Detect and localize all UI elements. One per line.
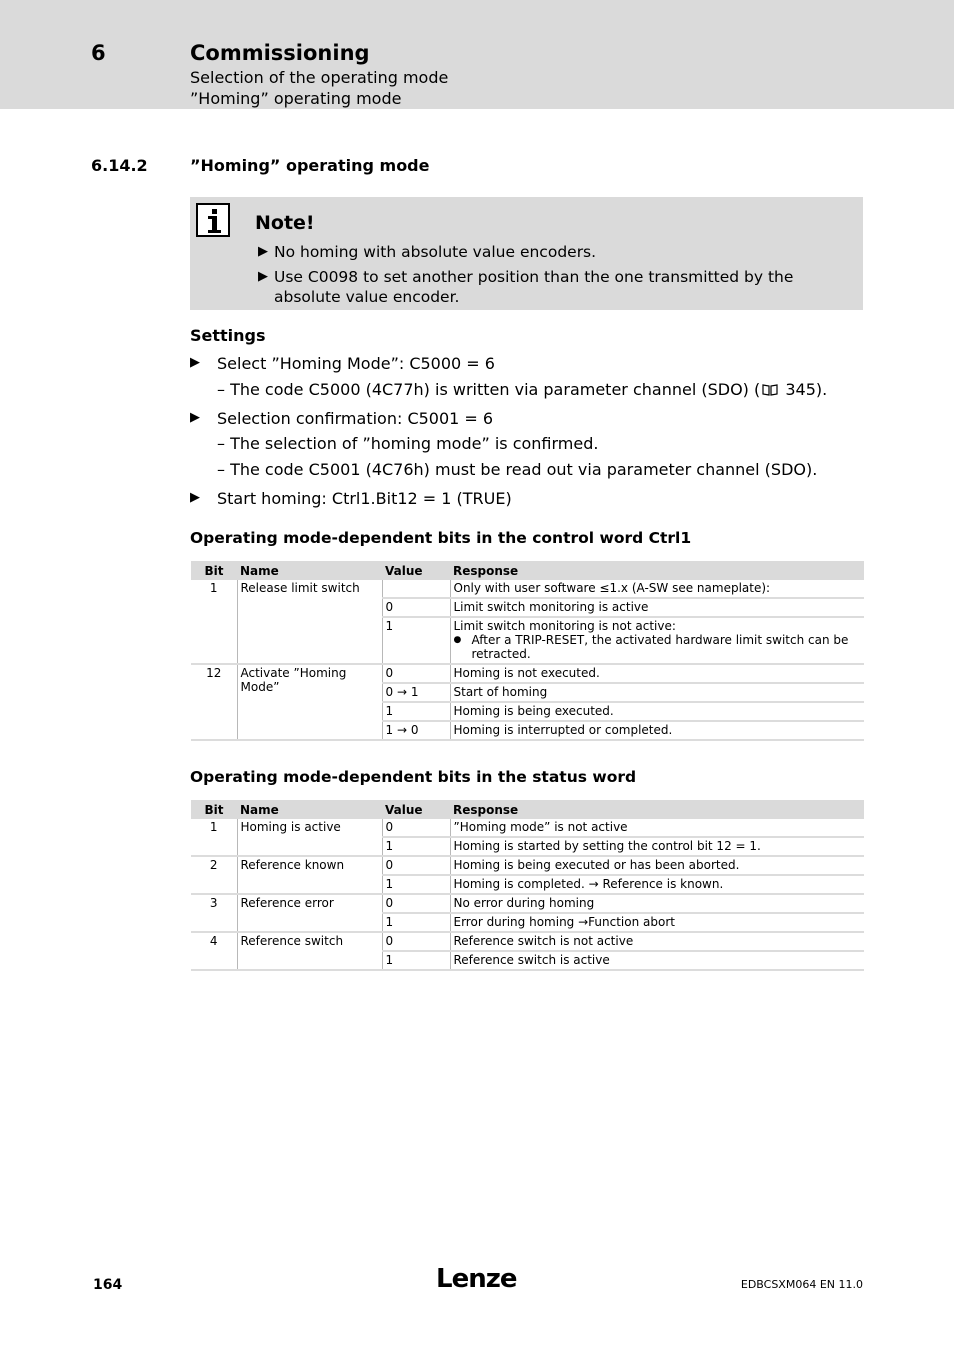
settings-step-detail: – The code C5001 (4C76h) must be read out via parameter channel (SDO). xyxy=(217,460,818,479)
settings-step-text: Start homing: Ctrl1.Bit12 = 1 (TRUE) xyxy=(217,489,512,508)
cell-value: 0 → 1 xyxy=(382,683,450,702)
brand-logo: Lenze xyxy=(436,1264,517,1294)
cell-name: Reference switch xyxy=(237,932,382,970)
cell-response: ”Homing mode” is not active xyxy=(450,819,864,837)
cell-name: Reference error xyxy=(237,894,382,932)
chapter-number: 6 xyxy=(91,41,106,65)
note-title: Note! xyxy=(255,212,315,234)
table-row xyxy=(191,664,864,683)
col-header-value: Value xyxy=(382,800,450,819)
detail-prefix: – The code C5000 (4C77h) is written via parameter channel (SDO) ( xyxy=(217,380,761,399)
cell-bit: 3 xyxy=(191,894,237,932)
settings-title: Settings xyxy=(190,326,266,345)
chapter-title: Commissioning xyxy=(190,41,370,65)
settings-step-text: Selection confirmation: C5001 = 6 xyxy=(217,409,494,428)
table-row xyxy=(191,856,864,875)
control-word-table xyxy=(191,561,864,741)
cell-response: Homing is interrupted or completed. xyxy=(450,721,864,740)
status-table-heading: Operating mode-dependent bits in the status word xyxy=(190,768,637,786)
header-band xyxy=(0,0,954,109)
section-title: ”Homing” operating mode xyxy=(190,156,430,175)
cell-response: Only with user software ≤1.x (A-SW see nameplate): xyxy=(450,580,864,598)
cell-value: 0 xyxy=(382,664,450,683)
triangle-bullet-icon: ▶ xyxy=(190,355,200,370)
cell-value: 0 xyxy=(382,598,450,617)
note-item-text: No homing with absolute value encoders. xyxy=(274,243,597,261)
note-item xyxy=(258,267,858,307)
response-text: Limit switch monitoring is not active: xyxy=(453,619,676,633)
col-header-response: Response xyxy=(450,800,864,819)
cell-response: No error during homing xyxy=(450,894,864,913)
cell-value: 1 xyxy=(382,913,450,932)
table-header-row xyxy=(191,561,864,580)
cell-response: Error during homing →Function abort xyxy=(450,913,864,932)
triangle-bullet-icon: ▶ xyxy=(258,244,268,259)
cell-value: 0 xyxy=(382,894,450,913)
cell-name: Homing is active xyxy=(237,819,382,856)
cell-name: Reference known xyxy=(237,856,382,894)
cell-response: Homing is started by setting the control bit 12 = 1. xyxy=(450,837,864,856)
cell-value: 0 xyxy=(382,819,450,837)
cell-value: 1 xyxy=(382,875,450,894)
col-header-value: Value xyxy=(382,561,450,580)
table-row xyxy=(191,819,864,837)
cell-bit: 4 xyxy=(191,932,237,970)
note-item xyxy=(258,242,858,262)
cell-response: Limit switch monitoring is active xyxy=(450,598,864,617)
detail-suffix: ). xyxy=(815,380,828,399)
cell-response: Homing is being executed. xyxy=(450,702,864,721)
col-header-name: Name xyxy=(237,561,382,580)
cell-response: Homing is not executed. xyxy=(450,664,864,683)
triangle-bullet-icon: ▶ xyxy=(190,490,200,505)
table-row xyxy=(191,932,864,951)
cell-bit: 12 xyxy=(191,664,237,740)
section-number: 6.14.2 xyxy=(91,156,148,175)
cell-response: Homing is being executed or has been aborted. xyxy=(450,856,864,875)
cell-name: Release limit switch xyxy=(237,580,382,664)
table-row xyxy=(191,580,864,598)
page-reference-link[interactable]: 345 xyxy=(785,380,816,399)
cell-value: 0 xyxy=(382,932,450,951)
cell-value: 1 xyxy=(382,702,450,721)
info-icon xyxy=(196,203,230,237)
col-header-name: Name xyxy=(237,800,382,819)
cell-value: 1 xyxy=(382,951,450,970)
cell-bit: 1 xyxy=(191,580,237,664)
col-header-bit: Bit xyxy=(191,561,237,580)
cell-response: Reference switch is not active xyxy=(450,932,864,951)
settings-step-detail xyxy=(217,380,827,399)
document-id: EDBCSXM064 EN 11.0 xyxy=(740,1278,863,1291)
chapter-subtitle-line2: ”Homing” operating mode xyxy=(190,89,402,108)
cell-value: 1 → 0 xyxy=(382,721,450,740)
cell-value: 1 xyxy=(382,617,450,664)
cell-bit: 2 xyxy=(191,856,237,894)
cell-value: 1 xyxy=(382,837,450,856)
table-row xyxy=(191,894,864,913)
col-header-bit: Bit xyxy=(191,800,237,819)
status-word-table xyxy=(191,800,864,971)
note-item-text: Use C0098 to set another position than the one transmitted by the absolute value encoder. xyxy=(274,268,794,306)
triangle-bullet-icon: ▶ xyxy=(190,410,200,425)
cell-bit: 1 xyxy=(191,819,237,856)
cell-response: Homing is completed. → Reference is known. xyxy=(450,875,864,894)
note-box xyxy=(190,197,863,310)
page-number: 164 xyxy=(93,1277,123,1293)
table-header-row xyxy=(191,800,864,819)
response-bullet: ● After a TRIP-RESET, the activated hardware limit switch can be retracted. xyxy=(454,633,862,661)
chapter-subtitle-line1: Selection of the operating mode xyxy=(190,68,449,87)
settings-step-detail: – The selection of ”homing mode” is confirmed. xyxy=(217,434,599,453)
cell-response xyxy=(450,617,864,664)
cell-response: Start of homing xyxy=(450,683,864,702)
cell-name: Activate ”Homing Mode” xyxy=(237,664,382,740)
book-icon xyxy=(762,384,778,396)
cell-response: Reference switch is active xyxy=(450,951,864,970)
cell-value xyxy=(382,580,450,598)
cell-value: 0 xyxy=(382,856,450,875)
triangle-bullet-icon: ▶ xyxy=(258,269,268,284)
settings-step-text: Select ”Homing Mode”: C5000 = 6 xyxy=(217,354,495,373)
col-header-response: Response xyxy=(450,561,864,580)
control-table-heading: Operating mode-dependent bits in the control word Ctrl1 xyxy=(190,529,692,547)
